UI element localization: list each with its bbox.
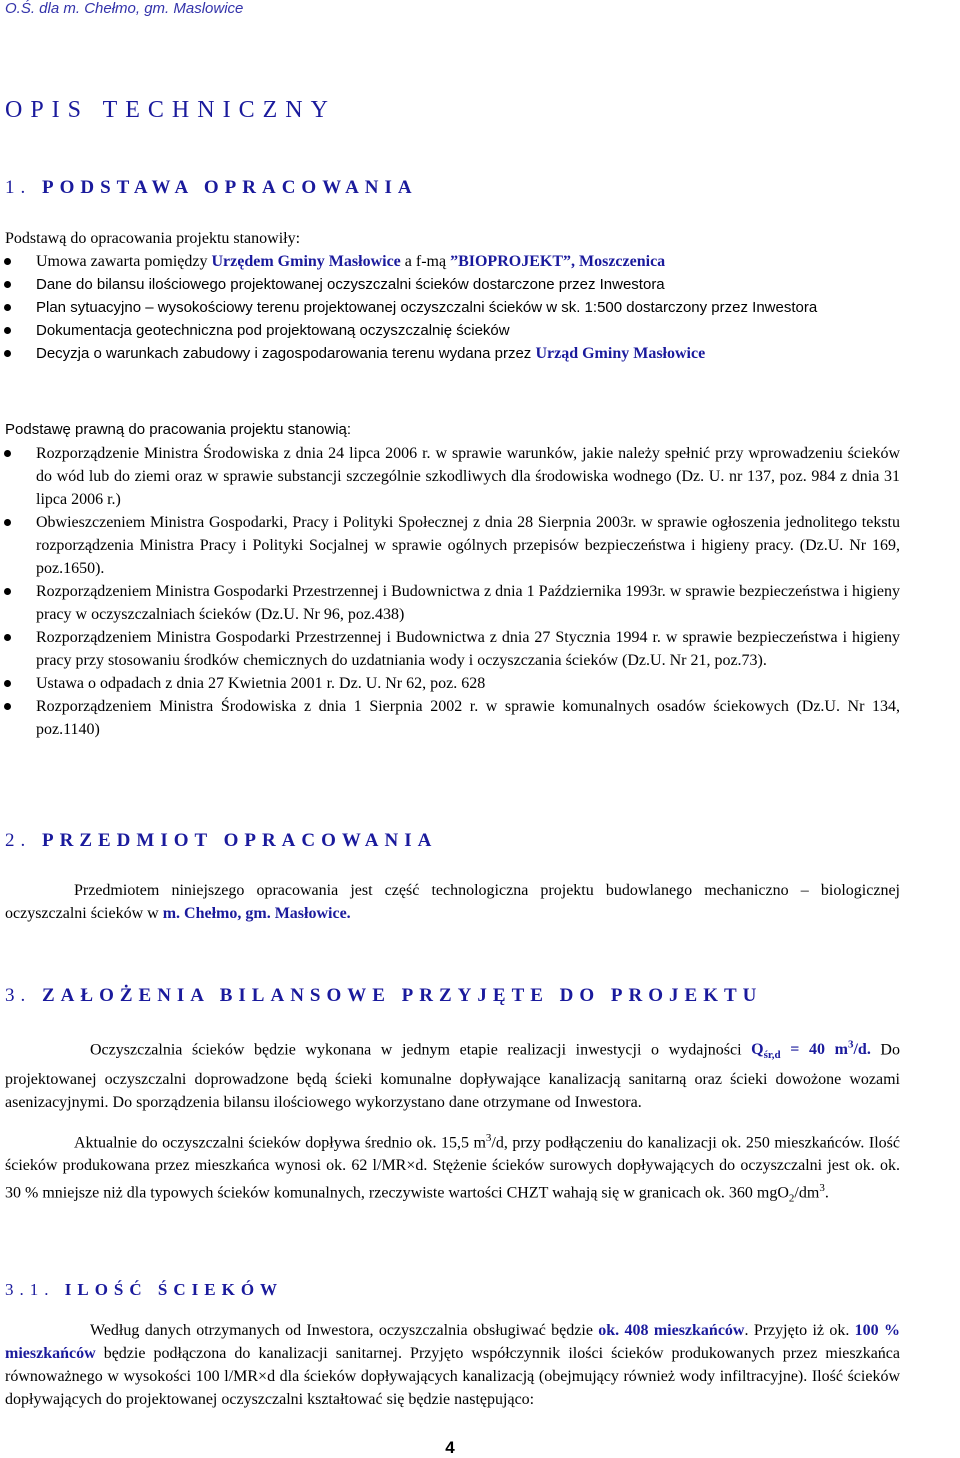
section-1-number: 1. <box>5 177 32 198</box>
list-item: Ustawa o odpadach z dnia 27 Kwietnia 2001 r. Dz. U. Nr 62, poz. 628 <box>0 672 900 695</box>
legal-list <box>0 442 900 741</box>
bullet-icon <box>4 450 11 457</box>
basis-list <box>0 250 900 365</box>
bullet-icon <box>4 588 11 595</box>
bullet-icon <box>4 327 11 334</box>
section-3-1-title: ILOŚĆ ŚCIEKÓW <box>64 1280 284 1299</box>
legal-intro: Podstawę prawną do pracowania projektu stanowią: <box>5 421 352 438</box>
section-3-heading <box>5 985 762 1007</box>
list-item: Rozporządzeniem Ministra Gospodarki Przestrzennej i Budownictwa z dnia 1 Października 1993r. w sprawie bezpieczeństwa i higieny pracy w oczyszczalniach ścieków (Dz.U. Nr 96, poz.438) <box>0 580 900 626</box>
bullet-icon <box>4 634 11 641</box>
list-item: Umowa zawarta pomiędzy Urzędem Gminy Masłowice a f-mą ”BIOPROJEKT”, Moszczenica <box>0 250 900 273</box>
page-header: O.Ś. dla m. Chełmo, gm. Maslowice <box>5 0 244 17</box>
section-2-number: 2. <box>5 830 32 851</box>
list-item: Rozporządzeniem Ministra Gospodarki Przestrzennej i Budownictwa z dnia 27 Stycznia 1994 r. w sprawie bezpieczeństwa i higieny pracy przy stosowaniu środków chemicznych do uzdatniania wody i oczyszczania ścieków (Dz.U. Nr 21, poz.73). <box>0 626 900 672</box>
bullet-icon <box>4 258 11 265</box>
list-item: Obwieszczeniem Ministra Gospodarki, Pracy i Polityki Społecznej z dnia 28 Sierpnia 2003r. w sprawie ogłoszenia jednolitego tekstu rozporządzenia Ministra Pracy i Polityki Socjalnej w sprawie ogólnych przepisów bezpieczeństwa i higieny pracy. (Dz.U. Nr 169, poz.1650). <box>0 511 900 580</box>
section-3-title: ZAŁOŻENIA BILANSOWE PRZYJĘTE DO PROJEKTU <box>42 985 763 1006</box>
section-1-title: PODSTAWA OPRACOWANIA <box>42 177 418 198</box>
section-3-paragraph-1: Oczyszczalnia ścieków będzie wykonana w jednym etapie realizacji inwestycji o wydajności $Q_{śr,d} = 40$ $m^3/d$. Do projektowanej oczyszczalni doprowadzone będą ścieki komunalne dopływające kanalizacją sanitarną oraz ścieki dowożone wozami asenizacyjnymi. Do sporządzenia bilansu ilościowego wykorzystano dane otrzymane od Inwestora. <box>5 1039 900 1111</box>
section-1-heading <box>5 177 418 199</box>
section-3-1-heading <box>5 1280 283 1300</box>
list-item: Dane do bilansu ilościowego projektowanej oczyszczalni ścieków dostarczone przez Inwestora <box>0 273 900 296</box>
bullet-icon <box>4 519 11 526</box>
bullet-icon <box>4 680 11 687</box>
basis-intro: Podstawą do opracowania projektu stanowiły: <box>5 230 301 247</box>
section-3-paragraph-2: Aktualnie do oczyszczalni ścieków dopływa średnio ok. 15,5 $m^3/d$, przy podłączeniu do kanalizacji ok. 250 mieszkańców. Ilość ścieków produkowana przez mieszkańca wynosi ok. 62 l/MR×d. Stężenie ścieków surowych dopływających do oczyszczalni jest ok. ok. 30 % mniejsze niż dla typowych ścieków komunalnych, rzeczywiste wartości CHZT wahają się w granicach ok. 360 $mgO_2/dm^3$. <box>5 1132 900 1205</box>
list-item: Rozporządzenie Ministra Środowiska z dnia 24 lipca 2006 r. w sprawie warunków, jakie należy spełnić przy wprowadzeniu ścieków do wód lub do ziemi oraz w sprawie substancji szczególnie szkodliwych dla środowiska wodnego (Dz. U. nr 137, poz. 984 z dnia 31 lipca 2006 r.) <box>0 442 900 511</box>
list-item: Plan sytuacyjno – wysokościowy terenu projektowanej oczyszczalni ścieków w sk. 1:500 dostarczony przez Inwestora <box>0 296 900 319</box>
bullet-icon <box>4 281 11 288</box>
page-number: 4 <box>445 1438 455 1457</box>
section-2-text: Przedmiotem niniejszego opracowania jest część technologiczna projektu budowlanego mechaniczno – biologicznej oczyszczalni ścieków w m. Chełmo, gm. Masłowice. <box>5 882 900 922</box>
section-3-1-number: 3.1. <box>5 1280 55 1299</box>
list-item: Rozporządzeniem Ministra Środowiska z dnia 1 Sierpnia 2002 r. w sprawie komunalnych osadów ściekowych (Dz.U. Nr 134, poz.1140) <box>0 695 900 741</box>
list-item: Dokumentacja geotechniczna pod projektowaną oczyszczalnię ścieków <box>0 319 900 342</box>
bullet-icon <box>4 703 11 710</box>
bullet-icon <box>4 304 11 311</box>
bullet-icon <box>4 350 11 357</box>
section-3-1-text: Według danych otrzymanych od Inwestora, oczyszczalnia obsługiwać będzie ok. 408 mieszkańców. Przyjęto iż ok. 100 % mieszkańców będzie podłączona do kanalizacji sanitarnej. Przyjęto współczynnik ilości ścieków produkowanych przez mieszkańca równoważnego w wysokości 100 l/MR×d dla ścieków dopływających kanalizacją (obejmujący również wody infiltracyjne). Ilość ścieków dopływających do projektowanej oczyszczalni kształtować się będzie następująco: <box>5 1322 900 1408</box>
section-3-number: 3. <box>5 985 32 1006</box>
list-item: Decyzja o warunkach zabudowy i zagospodarowania terenu wydana przez Urząd Gminy Masłowice <box>0 342 900 365</box>
section-2-title: PRZEDMIOT OPRACOWANIA <box>42 830 438 851</box>
document-title: OPIS TECHNICZNY <box>5 97 336 123</box>
section-2-heading <box>5 830 437 852</box>
